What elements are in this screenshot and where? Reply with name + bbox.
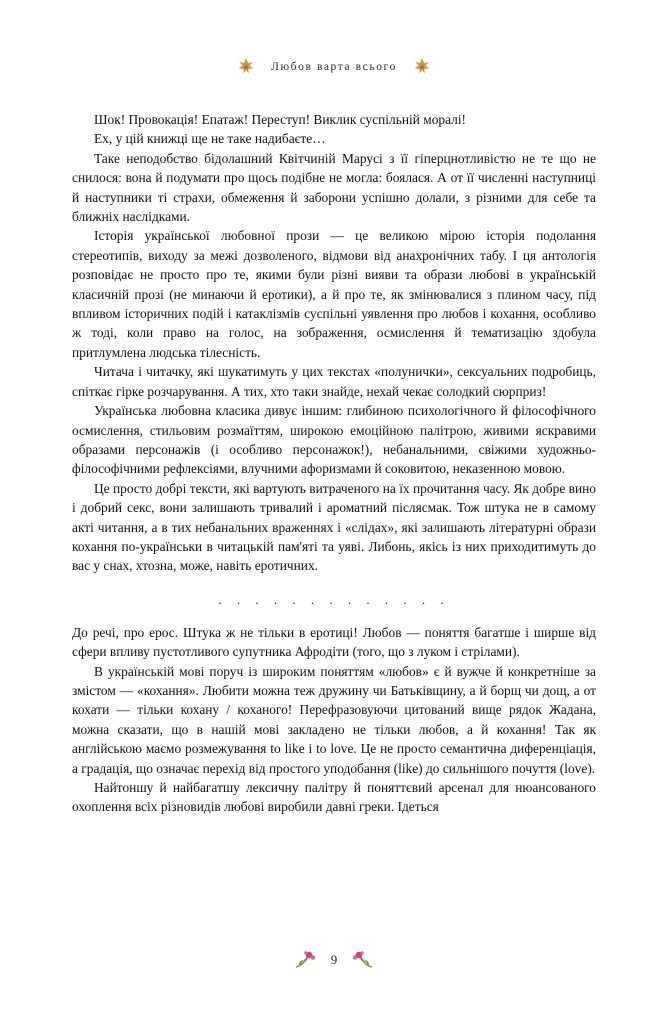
running-head-title: Любов варта всього (271, 61, 397, 73)
paragraph: Ех, у цій книжці ще не таке надибаєте… (94, 131, 326, 147)
paragraph: В українській мові поруч із широким поняттям «любов» є й вужче й конкретніше за змістом — «кохання». Любити можна теж дружину чи Батьківщину, а й борщ чи дощ, а от кохати — тільки кохану / коханого! Перефразовуючи цитований вище рядок Жадана, можна сказати, що в нашій мові закладено не тільки любов, а й кохання! Так як англійською маємо розмежування to like i to love. Це не просто семантична диференціація, а градація, що означає перехід від простого уподобання (like) до сильнішого почуття (love). (72, 663, 596, 776)
paragraph: Шок! Провокація! Епатаж! Переступ! Виклик суспільній моралі! (94, 112, 467, 127)
document-page (0, 54, 668, 1024)
paragraph: Таке неподобство бідолашний Квітчиній Марусі з її гіперцнотливістю не те що не снилося: вона й подумати про щось подібне не могла: боялася. А от її численні наступниці й наступники ті страхи, обмеження й заборони успішно долали, з різними для себе та ближніх наслідками. (72, 150, 596, 225)
ornament-left-icon (235, 56, 257, 78)
running-head (72, 54, 596, 80)
ornament-right-icon (411, 56, 433, 78)
paragraph: Історія української любовної прози — це великою мірою історія подолання стереотипів, виходу за межі дозволеного, відмови від анахронічних табу. І ця антологія розповідає не просто про те, якими були різні вияви та образи любові в українській класичній прозі (не минаючи й еротики), а й про те, як змінювалися з плином часу, під впливом історичних подій і катаклізмів суспільні уявлення про любов і кохання, особливо ж тоді, коли право на голос, на зображення, осмислення й тематизацію здобула притлумлена людська тілесність. (72, 228, 596, 360)
body-content (72, 110, 596, 817)
paragraph: Українська любовна класика дивує іншим: глибиною психологічного й філософічного осмислення, стильовим розмаїттям, широкою емоційною палітрою, живими яскравими образами персонажів (і особливо персонажок!), небанальними, свіжими художньо-філософічними рефлексіями, влучними афоризмами й соковитою, неказенною мовою. (72, 403, 596, 477)
paragraph: Найтоншу й найбагатшу лексичну палітру й поняттєвий арсенал для нюансованого охоплення всіх різновидів любові виробили давні греки. Ідеться (72, 780, 596, 815)
paragraph: Читача і читачку, які шукатимуть у цих текстах «полунички», сексуальних подробиць, спіткає гірке розчарування. А тих, хто таки знайде, нехай чекає солодкий сюрприз! (72, 364, 596, 399)
section-divider: . . . . . . . . . . . . . (218, 591, 450, 607)
page-footer (0, 948, 668, 972)
paragraph: Це просто добрі тексти, які вартують витраченого на їх прочитання часу. Як добре вино і добрий секс, вони залишають тривалий і ароматний післясмак. Тож штука не в самому акті читання, а в тих небанальних враженнях і «слідах», які залишають літературні образи кохання по-українськи в читацькій пам'яті та уяві. Либонь, якісь із них приходитимуть до вас у снах, хтозна, може, навіть еротичних. (72, 480, 596, 574)
floral-ornament-right-icon (349, 948, 375, 972)
page-number: 9 (330, 952, 338, 967)
paragraph: До речі, про ерос. Штука ж не тільки в еротиці! Любов — поняття багатше і ширше від сфери впливу пустотливого супутника Афродіти (того, що з луком і стрілами). (72, 624, 596, 660)
floral-ornament-left-icon (293, 948, 319, 972)
